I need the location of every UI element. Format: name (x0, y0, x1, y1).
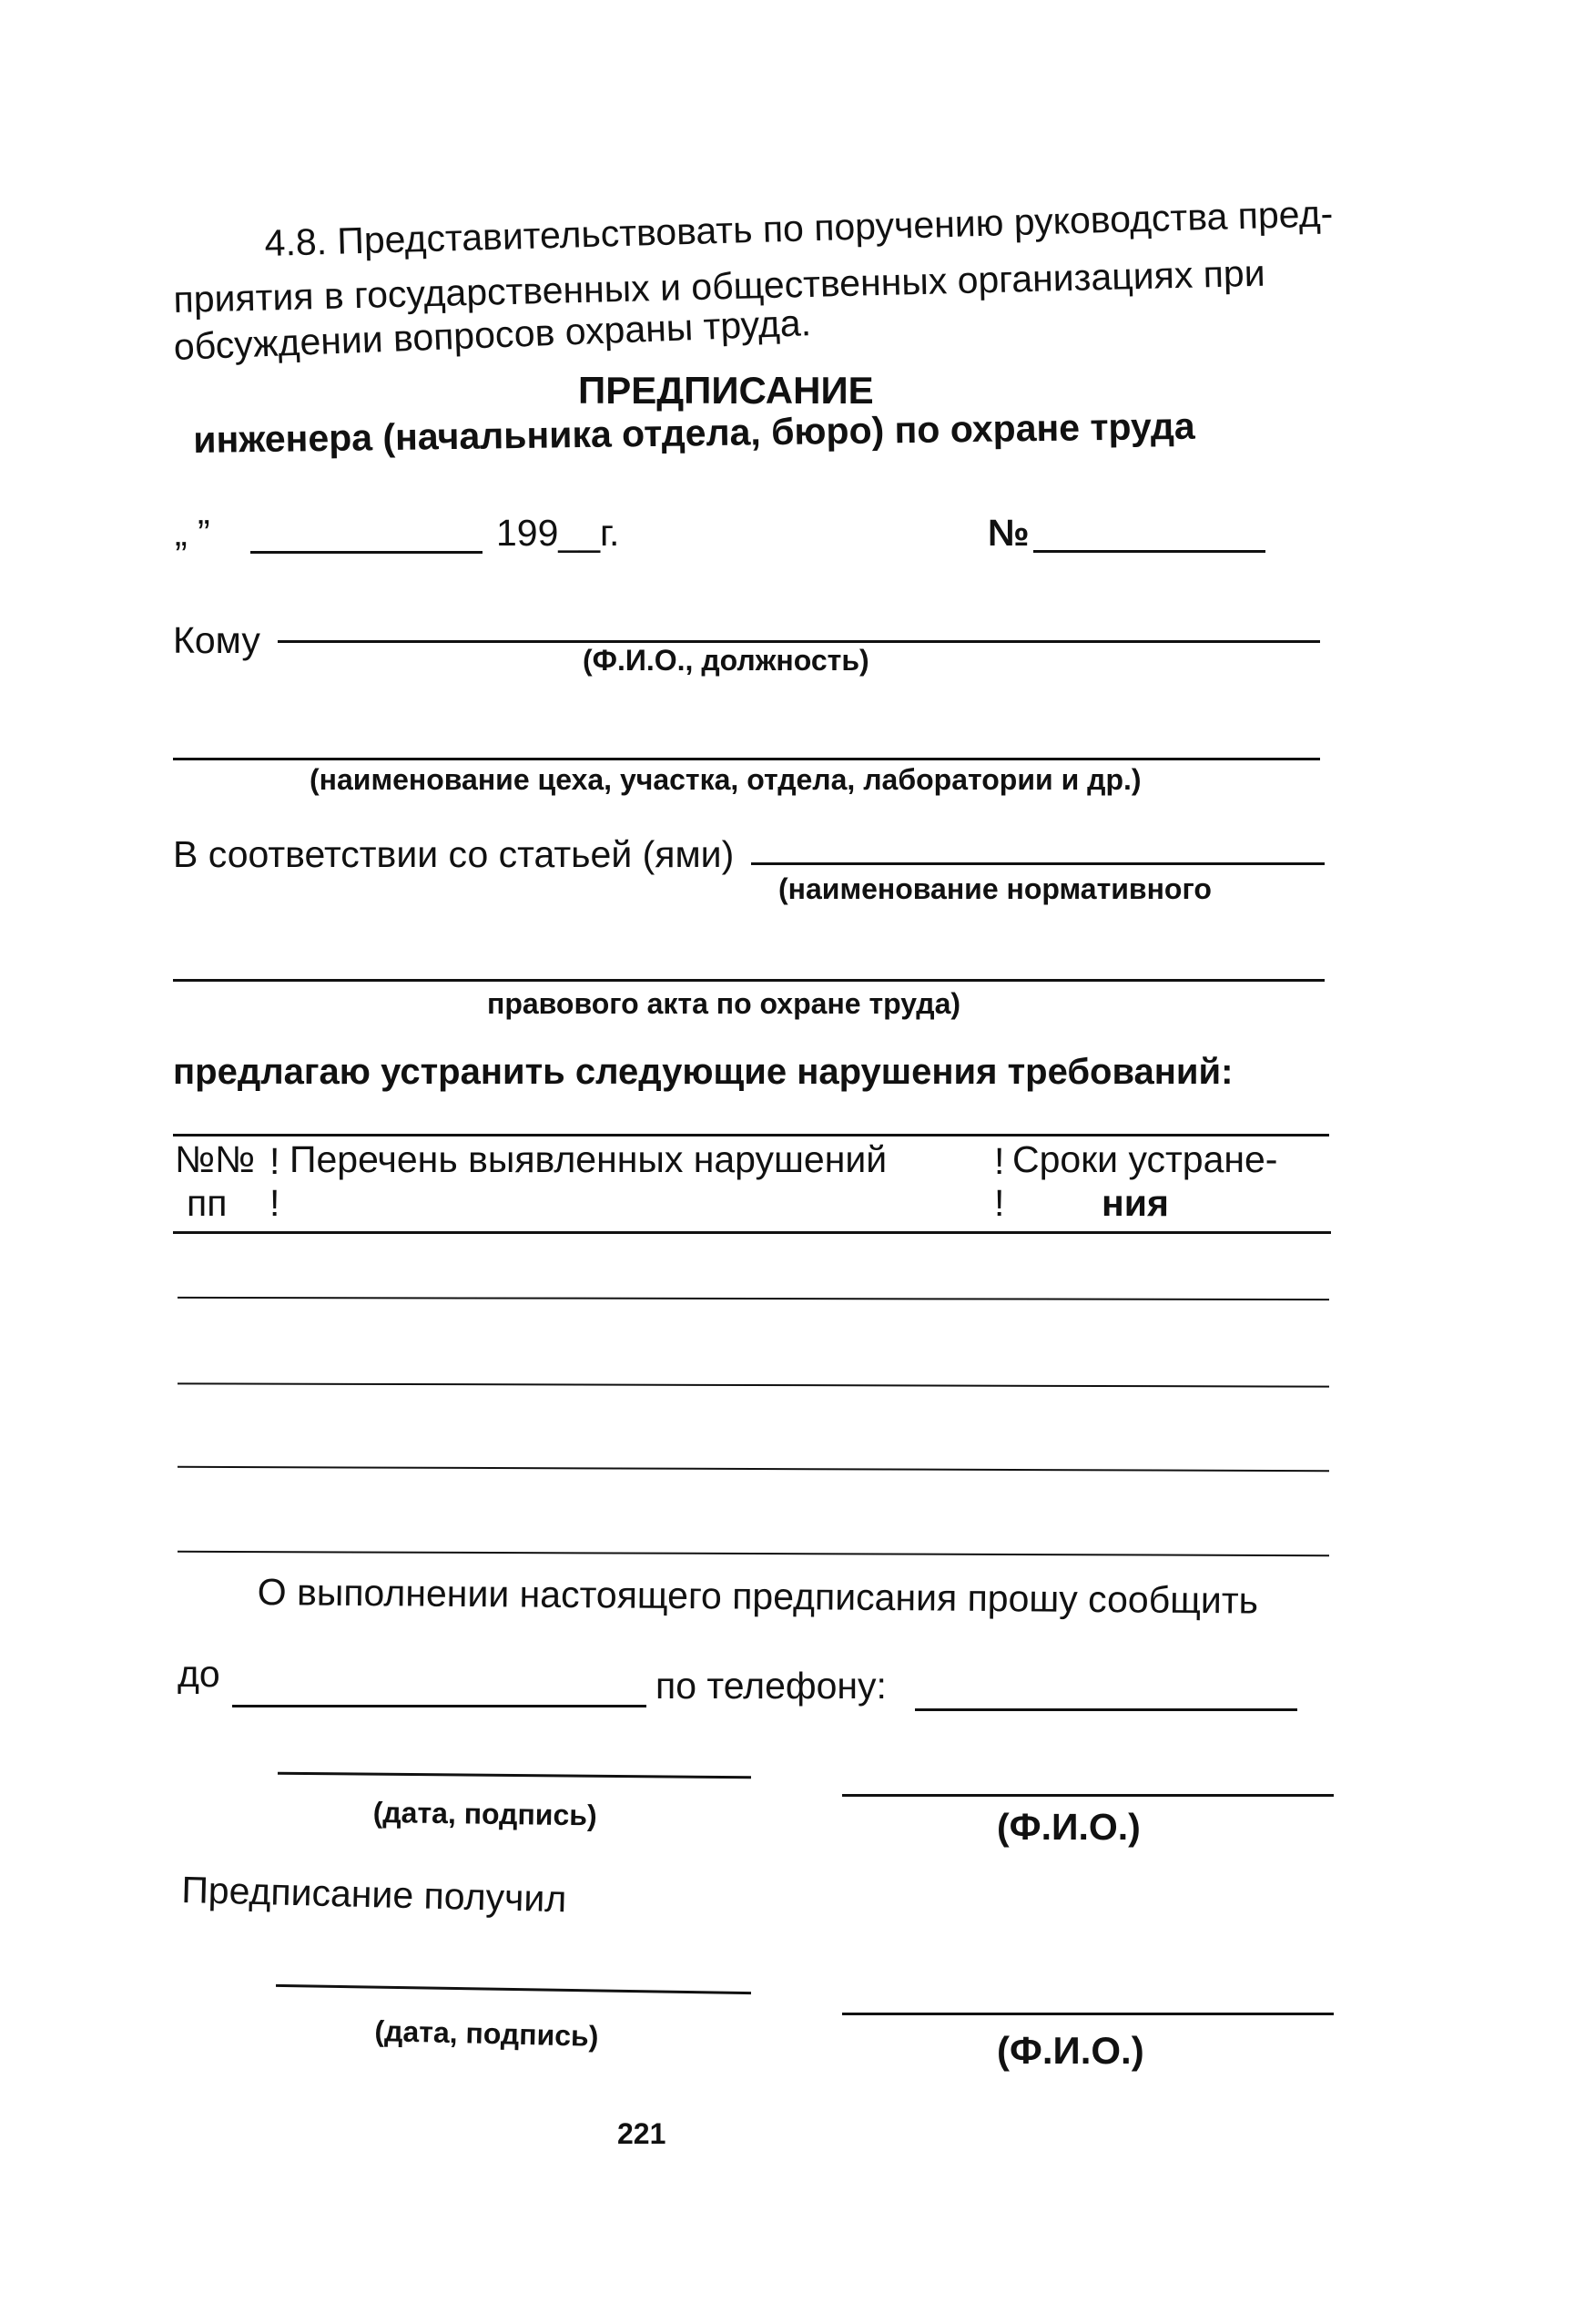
table-row[interactable] (178, 1297, 1329, 1300)
table-row[interactable] (178, 1382, 1329, 1387)
table-top-border (173, 1134, 1329, 1137)
received-date-sign-hint: (дата, подпись) (374, 2014, 599, 2053)
proposal-text: предлагаю устранить следующие нарушения требований: (173, 1052, 1234, 1092)
intro-line-3: обсуждении вопросов охраны труда. (173, 301, 812, 368)
number-label: № (988, 512, 1030, 554)
table-col1-header-2: пп (187, 1182, 228, 1224)
recipient-field[interactable] (278, 640, 1320, 643)
table-col2-header: Перечень выявленных нарушений (290, 1138, 888, 1180)
date-quotes: „ ” (175, 512, 210, 554)
accordance-field-2[interactable] (173, 979, 1325, 982)
table-row[interactable] (178, 1551, 1329, 1556)
table-header-border (173, 1231, 1331, 1234)
date-year: 199__г. (496, 512, 620, 554)
table-col1-header: №№ (175, 1138, 255, 1180)
date-sign-hint: (дата, подпись) (372, 1796, 597, 1832)
intro-line-2: приятия в государственных и общественных организациях при (173, 251, 1266, 321)
recipient-label: Кому (173, 619, 260, 661)
received-fio-hint: (Ф.И.О.) (997, 2029, 1144, 2072)
date-month-field[interactable] (250, 551, 483, 554)
accordance-field[interactable] (751, 862, 1325, 865)
table-col3-header-2: ния (1102, 1182, 1169, 1224)
table-col3-header: Сроки устране- (1012, 1138, 1278, 1180)
received-label: Предписание получил (180, 1869, 567, 1921)
accordance-label: В соответствии со статьей (ями) (173, 833, 735, 875)
table-separator: ! (994, 1182, 1005, 1224)
signature-field[interactable] (278, 1772, 751, 1779)
number-field[interactable] (1033, 550, 1265, 553)
until-field[interactable] (232, 1705, 646, 1707)
received-fio-field[interactable] (842, 2013, 1334, 2015)
fio-field[interactable] (842, 1794, 1334, 1797)
intro-line-1: 4.8. Представительствовать по поручению руководства пред- (264, 192, 1334, 264)
page-number: 221 (617, 2117, 666, 2150)
phone-field[interactable] (915, 1708, 1297, 1711)
table-separator: ! (269, 1182, 280, 1224)
unit-field[interactable] (173, 758, 1320, 760)
accordance-hint-2: правового акта по охране труда) (487, 987, 961, 1020)
report-text: О выполнении настоящего предписания прошу сообщить (257, 1571, 1259, 1622)
received-signature-field[interactable] (276, 1984, 751, 1994)
table-separator: ! (269, 1140, 280, 1182)
fio-hint: (Ф.И.О.) (997, 1806, 1141, 1848)
table-separator: ! (994, 1140, 1005, 1182)
recipient-hint: (Ф.И.О., должность) (583, 644, 869, 677)
document-subtitle: инженера (начальника отдела, бюро) по охране труда (193, 404, 1195, 461)
phone-label: по телефону: (655, 1665, 887, 1707)
table-row[interactable] (178, 1466, 1329, 1472)
until-label: до (178, 1653, 220, 1695)
accordance-hint-1: (наименование нормативного (778, 872, 1212, 905)
unit-hint: (наименование цеха, участка, отдела, лаборатории и др.) (310, 763, 1142, 796)
document-title: ПРЕДПИСАНИЕ (578, 369, 874, 412)
